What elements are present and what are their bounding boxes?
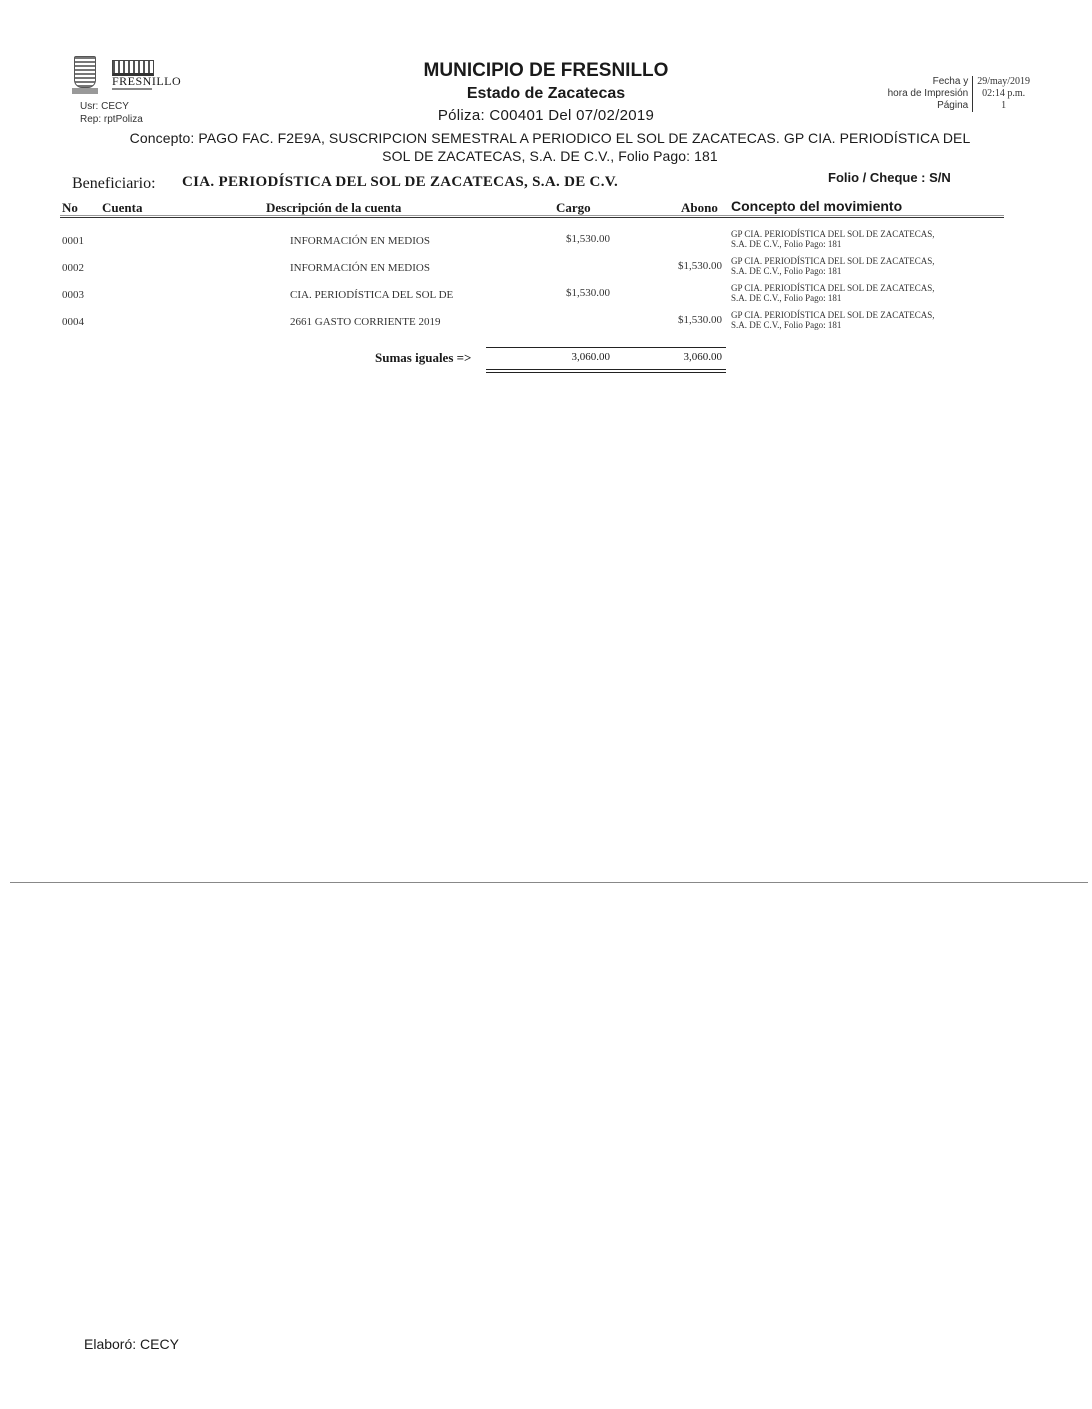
- totals-double-rule-1: [486, 369, 726, 370]
- row-concepto-line-2: S.A. DE C.V., Folio Pago: 181: [731, 320, 842, 330]
- row-abono: $1,530.00: [678, 260, 722, 272]
- sum-cargo: 3,060.00: [571, 351, 610, 363]
- elaboro-label: Elaboró: CECY: [84, 1336, 179, 1352]
- row-concepto: [731, 256, 991, 276]
- row-concepto: [731, 229, 991, 249]
- pagina-value: 1: [1001, 100, 1007, 111]
- row-no: 0003: [62, 289, 84, 301]
- header-rule: [60, 217, 1004, 218]
- header-rule-top: [60, 215, 1004, 216]
- print-info: [884, 76, 1034, 112]
- logo-text: FRESNILLO: [112, 74, 182, 88]
- row-descripcion: 2661 GASTO CORRIENTE 2019: [290, 316, 441, 328]
- concepto-line-1: Concepto: PAGO FAC. F2E9A, SUSCRIPCION SEMESTRAL A PERIODICO EL SOL DE ZACATECAS. GP CIA. PERIODÍSTICA DEL: [129, 130, 971, 146]
- row-no: 0004: [62, 316, 84, 328]
- row-abono: $1,530.00: [678, 314, 722, 326]
- row-concepto-line-2: S.A. DE C.V., Folio Pago: 181: [731, 293, 842, 303]
- sumas-label: Sumas iguales =>: [375, 350, 472, 365]
- row-concepto-line-2: S.A. DE C.V., Folio Pago: 181: [731, 239, 842, 249]
- table-row: [0, 310, 1092, 336]
- row-descripcion: INFORMACIÓN EN MEDIOS: [290, 262, 430, 274]
- fecha-label: Fecha y: [884, 76, 973, 88]
- row-cargo: $1,530.00: [566, 287, 610, 299]
- page-subtitle: Estado de Zacatecas: [466, 85, 626, 102]
- row-concepto: [731, 310, 991, 330]
- row-cargo: $1,530.00: [566, 233, 610, 245]
- row-concepto-line-1: GP CIA. PERIODÍSTICA DEL SOL DE ZACATECAS,: [731, 256, 935, 266]
- totals-double-rule-2: [486, 372, 726, 373]
- row-descripcion: CIA. PERIODÍSTICA DEL SOL DE: [290, 289, 454, 301]
- row-descripcion: INFORMACIÓN EN MEDIOS: [290, 235, 430, 247]
- col-header-descripcion: Descripción de la cuenta: [266, 200, 402, 215]
- concepto-line-2: SOL DE ZACATECAS, S.A. DE C.V., Folio Pago: 181: [382, 148, 718, 164]
- col-header-concepto: Concepto del movimiento: [731, 198, 903, 214]
- usr-label: Usr: CECY: [80, 101, 129, 112]
- folio-cheque: Folio / Cheque : S/N: [828, 170, 951, 185]
- table-row: [0, 229, 1092, 255]
- concepto-text: [95, 129, 1005, 165]
- beneficiario-label: Beneficiario:: [72, 175, 156, 192]
- hora-value: 02:14 p.m.: [982, 88, 1026, 99]
- row-concepto: [731, 283, 991, 303]
- col-header-cuenta: Cuenta: [102, 200, 143, 215]
- table-row: [0, 283, 1092, 309]
- poliza-number: Póliza: C00401 Del 07/02/2019: [437, 107, 655, 124]
- row-concepto-line-1: GP CIA. PERIODÍSTICA DEL SOL DE ZACATECAS,: [731, 310, 935, 320]
- fecha-value: 29/may/2019: [977, 76, 1030, 87]
- beneficiario-value: CIA. PERIODÍSTICA DEL SOL DE ZACATECAS, S.A. DE C.V.: [182, 174, 618, 190]
- pagina-label: Página: [884, 100, 973, 112]
- row-concepto-line-1: GP CIA. PERIODÍSTICA DEL SOL DE ZACATECAS,: [731, 283, 935, 293]
- page-title: MUNICIPIO DE FRESNILLO: [423, 60, 669, 81]
- page-divider: [10, 882, 1088, 883]
- table-row: [0, 256, 1092, 282]
- row-no: 0002: [62, 262, 84, 274]
- rep-label: Rep: rptPoliza: [80, 114, 143, 125]
- hora-label: hora de Impresión: [884, 88, 973, 100]
- sum-abono: 3,060.00: [683, 351, 722, 363]
- col-header-abono: Abono: [681, 200, 718, 215]
- row-concepto-line-1: GP CIA. PERIODÍSTICA DEL SOL DE ZACATECAS,: [731, 229, 935, 239]
- col-header-cargo: Cargo: [556, 200, 591, 215]
- totals-rule-top: [486, 347, 726, 348]
- col-header-no: No: [62, 200, 78, 215]
- row-concepto-line-2: S.A. DE C.V., Folio Pago: 181: [731, 266, 842, 276]
- row-no: 0001: [62, 235, 84, 247]
